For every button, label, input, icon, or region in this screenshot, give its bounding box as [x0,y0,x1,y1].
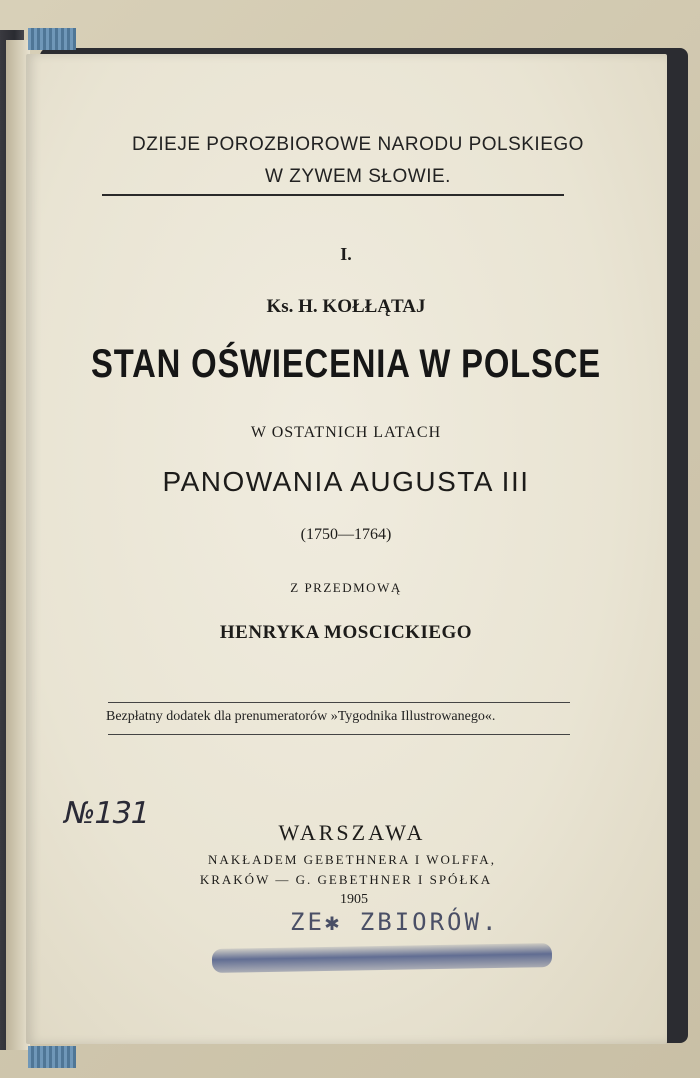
preface-author: HENRYKA MOSCICKIEGO [219,622,473,643]
headband-top [28,28,76,50]
publisher-line-2: KRAKÓW — G. GEBETHNER I SPÓŁKA [199,872,493,887]
author-name: Ks. H. KOŁŁĄTAJ [266,296,426,317]
book-title: STAN OŚWIECENIA W POLSCE [91,342,601,386]
series-divider [102,194,564,196]
handwritten-catalog-number: №131 [60,796,153,831]
supplement-rule-top [108,702,570,703]
supplement-rule-bottom [108,734,570,735]
supplement-note: Bezpłatny dodatek dla prenumeratorów »Tygodnika Illustrowanego«. [106,709,496,724]
library-stamp-text: ZE✱ ZBIORÓW. [290,908,500,936]
subtitle-line-2: PANOWANIA AUGUSTA III [162,466,530,497]
volume-number: I. [340,244,352,264]
publication-year: 1905 [340,892,368,907]
preface-intro: Z PRZEDMOWĄ [290,580,402,595]
series-title-line-2: W ZYWEM SŁOWIE. [265,166,451,187]
headband-bottom [28,1046,76,1068]
title-page [26,54,667,1044]
date-range: (1750—1764) [300,526,392,543]
subtitle-line-1: W OSTATNICH LATACH [250,424,442,441]
publication-city: WARSZAWA [278,820,426,845]
publisher-line-1: NAKŁADEM GEBETHNERA I WOLFFA, [208,852,496,867]
series-title-line-1: DZIEJE POROZBIOROWE NARODU POLSKIEGO [132,134,584,155]
